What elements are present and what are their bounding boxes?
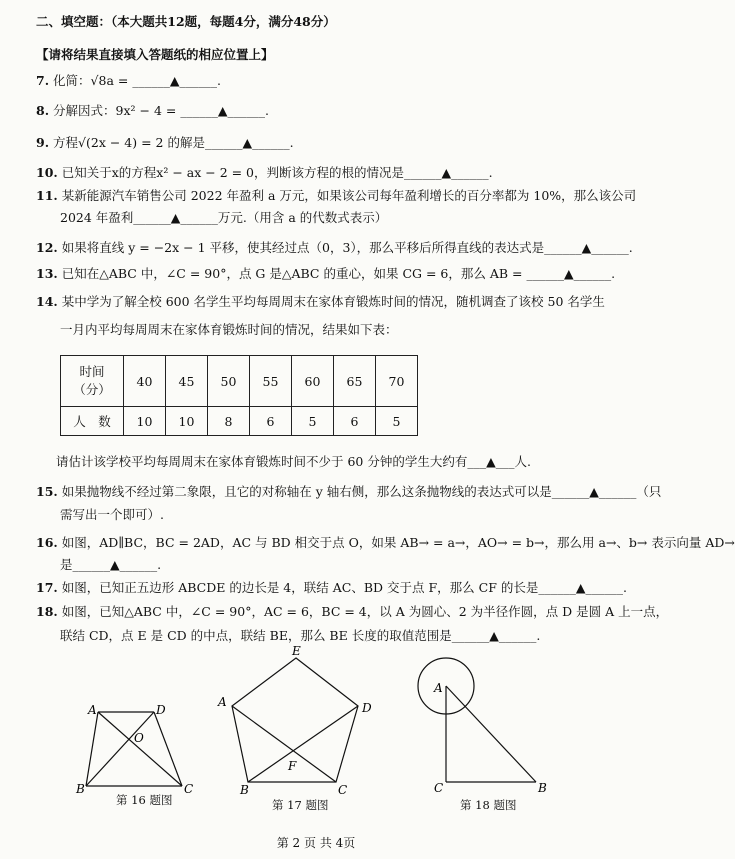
question-7 bbox=[36, 73, 221, 89]
question-number: 7. bbox=[36, 73, 50, 88]
question-number: 15. bbox=[36, 484, 58, 499]
question-text: 已知在△ABC 中，∠C = 90°，点 G 是△ABC 的重心，如果 CG = 6，那么 AB = ______▲______. bbox=[61, 266, 616, 281]
question-text-line1: 如图，已知△ABC 中，∠C = 90°，AC = 6，BC = 4，以 A 为圆心、2 为半径作圆，点 D 是圆 A 上一点， bbox=[61, 604, 669, 619]
figure-18 bbox=[410, 652, 560, 797]
point-label-D: D bbox=[362, 701, 372, 715]
figure-16-caption: 第 16 题图 bbox=[116, 793, 173, 807]
table-row bbox=[61, 356, 418, 407]
question-18-line2: 联结 CD，点 E 是 CD 的中点，联结 BE，那么 BE 长度的取值范围是______▲______. bbox=[60, 628, 541, 643]
table-cell: 6 bbox=[250, 407, 292, 436]
figure-16 bbox=[70, 700, 200, 800]
question-text: 如果将直线 y = −2x − 1 平移，使其经过点（0，3），那么平移后所得直线的表达式是______▲______. bbox=[61, 240, 633, 255]
question-13 bbox=[36, 266, 615, 282]
question-12 bbox=[36, 240, 633, 256]
table-cell: 10 bbox=[124, 407, 166, 436]
point-label-B: B bbox=[538, 781, 547, 795]
question-17 bbox=[36, 580, 627, 596]
question-number: 9. bbox=[36, 135, 50, 150]
point-label-C: C bbox=[434, 781, 444, 795]
question-15-line2: 需写出一个即可）. bbox=[60, 507, 164, 522]
question-number: 13. bbox=[36, 266, 58, 281]
question-number: 16. bbox=[36, 535, 58, 550]
page-footer: 第 2 页 共 4页 bbox=[276, 836, 356, 850]
point-label-A: A bbox=[88, 703, 97, 717]
table-cell: 45 bbox=[166, 356, 208, 407]
question-text: 分解因式：9x² − 4 = ______▲______. bbox=[53, 103, 269, 118]
table-header-time: 时间 （分） bbox=[61, 356, 124, 407]
question-9 bbox=[36, 135, 294, 151]
point-label-F: F bbox=[288, 759, 297, 773]
question-text: 如图，已知正五边形 ABCDE 的边长是 4，联结 AC、BD 交于点 F，那么 CF 的长是______▲______. bbox=[61, 580, 627, 595]
point-label-O: O bbox=[134, 731, 144, 745]
question-16 bbox=[36, 535, 735, 551]
point-label-B: B bbox=[240, 783, 249, 797]
question-14-line2: 一月内平均每周周末在家体育锻炼时间的情况，结果如下表： bbox=[60, 322, 398, 337]
question-number: 18. bbox=[36, 604, 58, 619]
question-text-line1: 某中学为了解全校 600 名学生平均每周周末在家体育锻炼时间的情况，随机调查了该校 50 名学生 bbox=[61, 294, 605, 309]
instruction: 【请将结果直接填入答题纸的相应位置上】 bbox=[36, 47, 274, 62]
question-number: 11. bbox=[36, 188, 58, 203]
question-number: 14. bbox=[36, 294, 58, 309]
table-cell: 55 bbox=[250, 356, 292, 407]
question-text-line1: 某新能源汽车销售公司 2022 年盈利 a 万元，如果该公司每年盈利增长的百分率都为 10%，那么该公司 bbox=[61, 188, 637, 203]
table-cell: 10 bbox=[166, 407, 208, 436]
question-text: 方程√(2x − 4) = 2 的解是______▲______. bbox=[53, 135, 294, 150]
figure-17 bbox=[208, 644, 378, 797]
question-text-line1: 如图，AD∥BC，BC = 2AD，AC 与 BD 相交于点 O，如果 AB→ = a→，AO→ = b→，那么用 a→、b→ 表示向量 AD→ bbox=[61, 535, 735, 550]
section-header: 二、填空题：（本大题共12题，每题4分，满分48分） bbox=[36, 14, 336, 29]
point-label-C: C bbox=[184, 782, 194, 796]
point-label-C: C bbox=[338, 783, 348, 797]
question-15 bbox=[36, 484, 661, 500]
table-cell: 40 bbox=[124, 356, 166, 407]
table-cell: 5 bbox=[376, 407, 418, 436]
point-label-B: B bbox=[76, 782, 85, 796]
table-cell: 5 bbox=[292, 407, 334, 436]
frequency-table bbox=[60, 355, 418, 436]
table-cell: 50 bbox=[208, 356, 250, 407]
table-row bbox=[61, 407, 418, 436]
question-number: 12. bbox=[36, 240, 58, 255]
question-text-line1: 如果抛物线不经过第二象限，且它的对称轴在 y 轴右侧，那么这条抛物线的表达式可以是______▲______（只 bbox=[61, 484, 662, 499]
table-cell: 70 bbox=[376, 356, 418, 407]
figure-18-caption: 第 18 题图 bbox=[460, 798, 517, 812]
point-label-A: A bbox=[434, 681, 443, 695]
question-10 bbox=[36, 165, 493, 181]
question-14 bbox=[36, 294, 605, 310]
question-18 bbox=[36, 604, 668, 620]
point-label-D: D bbox=[156, 703, 166, 717]
point-label-A: A bbox=[218, 695, 227, 709]
table-cell: 8 bbox=[208, 407, 250, 436]
question-8 bbox=[36, 103, 269, 119]
table-cell: 60 bbox=[292, 356, 334, 407]
table-cell: 6 bbox=[334, 407, 376, 436]
question-text: 已知关于x的方程x² − ax − 2 = 0，判断该方程的根的情况是______▲______. bbox=[61, 165, 493, 180]
question-11 bbox=[36, 188, 636, 204]
question-14-after: 请估计该学校平均每周周末在家体育锻炼时间不少于 60 分钟的学生大约有___▲___人. bbox=[56, 454, 531, 469]
question-number: 8. bbox=[36, 103, 50, 118]
question-number: 10. bbox=[36, 165, 58, 180]
question-11-line2: 2024 年盈利______▲______万元.（用含 a 的代数式表示） bbox=[60, 210, 388, 225]
question-16-line2: 是______▲______. bbox=[60, 557, 162, 572]
question-text: 化简：√8a = ______▲______. bbox=[53, 73, 221, 88]
question-number: 17. bbox=[36, 580, 58, 595]
table-header-count: 人 数 bbox=[61, 407, 124, 436]
figure-17-caption: 第 17 题图 bbox=[272, 798, 329, 812]
point-label-E: E bbox=[292, 644, 301, 658]
table-cell: 65 bbox=[334, 356, 376, 407]
